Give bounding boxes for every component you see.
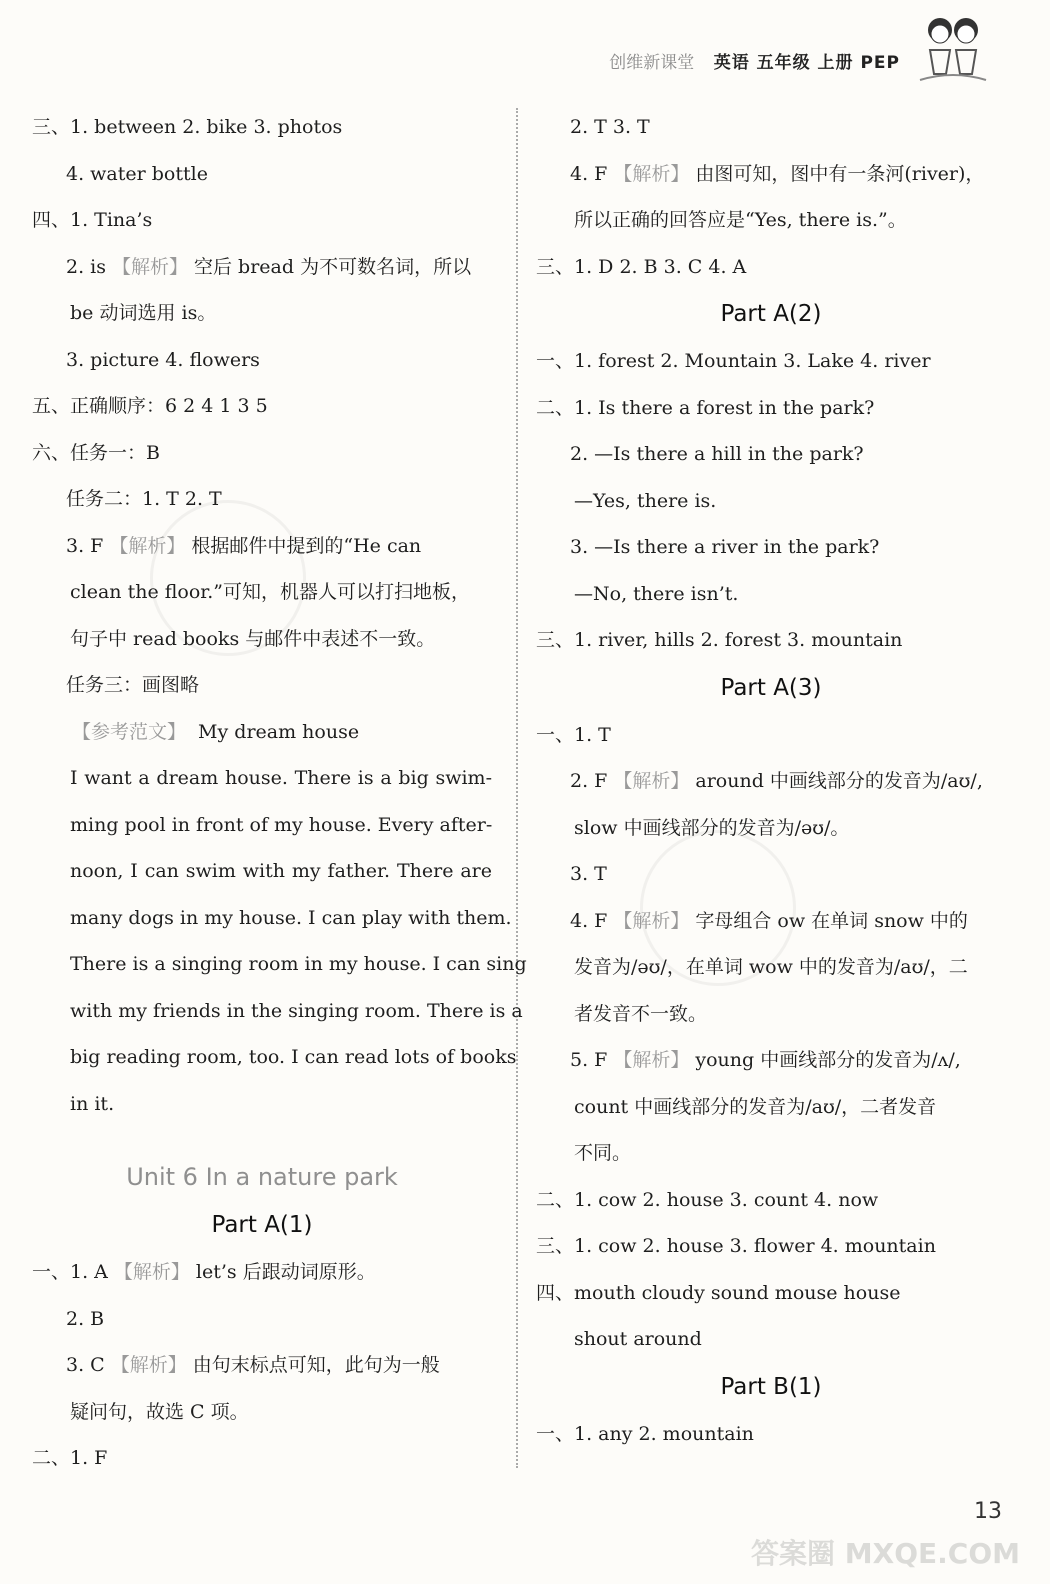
answer-text: 3. C: [66, 1354, 105, 1376]
answer-text: 五、正确顺序：6 2 4 1 3 5: [32, 395, 268, 417]
answer-text: 2. F: [570, 770, 608, 792]
answer-line: [32, 476, 492, 523]
answer-line: [32, 383, 492, 430]
answer-line: [32, 755, 492, 802]
answer-text: ming pool in front of my house. Every after-: [70, 813, 493, 836]
column-divider: [516, 108, 518, 1468]
answer-line: [536, 1411, 1006, 1458]
answer-line: [32, 941, 527, 988]
answer-line: [32, 802, 492, 849]
answer-text: 四、1. Tina’s: [32, 209, 153, 231]
answer-text: 4. F: [570, 162, 608, 185]
answer-line: [32, 569, 492, 616]
answer-text: 2. B: [66, 1307, 105, 1330]
answer-text: noon, I can swim with my father. There are: [70, 860, 492, 882]
answer-text: 三、1. river, hills 2. forest 3. mountain: [536, 629, 903, 651]
analysis-text: 由图可知，图中有一条河(river)，: [695, 162, 985, 185]
answer-line: [32, 988, 523, 1035]
answer-text: 二、1. Is there a forest in the park?: [536, 396, 875, 419]
spacer: [32, 1127, 492, 1147]
answer-text: 5. F: [570, 1049, 608, 1071]
answer-text: —No, there isn’t.: [574, 582, 739, 605]
answer-line: [536, 617, 1006, 664]
answer-line: [32, 104, 492, 151]
answer-line: [32, 523, 492, 570]
answer-line: [32, 290, 492, 337]
answer-text: There is a singing room in my house. I can sing: [70, 953, 527, 975]
right-column: [536, 104, 1006, 1457]
answer-line: [536, 524, 1006, 571]
unit-title: Unit 6 In a nature park: [126, 1163, 398, 1191]
analysis-tag: 【参考范文】: [72, 720, 187, 743]
answer-line: [536, 1223, 1006, 1270]
answer-text: 六、任务一：B: [32, 441, 160, 464]
answer-line: [536, 1130, 1006, 1177]
answer-line: [536, 898, 1006, 945]
answer-line: [536, 758, 1006, 805]
answer-text: —Yes, there is.: [574, 489, 717, 512]
answer-line: [536, 944, 1006, 991]
answer-text: 一、1. forest 2. Mountain 3. Lake 4. river: [536, 350, 931, 372]
answer-block: [536, 712, 1006, 1363]
answer-text: slow 中画线部分的发音为/əʊ/。: [574, 816, 850, 839]
answer-text: big reading room, too. I can read lots of books: [70, 1046, 517, 1068]
answer-line: [536, 1037, 1006, 1084]
answer-line: [536, 1084, 1006, 1131]
answer-line: [32, 1389, 492, 1436]
answer-text: 疑问句，故选 C 项。: [70, 1400, 249, 1423]
site-watermark: 答案圈 MXQE.COM: [751, 1537, 1020, 1570]
answer-line: [536, 712, 1006, 759]
answer-line: [536, 431, 1006, 478]
book-brand: 创维新课堂: [609, 53, 695, 73]
answer-line: [32, 337, 492, 384]
answer-text: 所以正确的回答应是“Yes, there is.”。: [574, 209, 907, 231]
answer-text: 不同。: [574, 1142, 632, 1164]
answer-line: [32, 616, 492, 663]
analysis-text: 空后 bread 为不可数名词，所以: [194, 255, 472, 278]
part-title: Part A(3): [720, 674, 822, 701]
answer-line: [536, 385, 1006, 432]
answer-line: [32, 1342, 492, 1389]
answer-line: [32, 1435, 492, 1482]
answer-line: [536, 197, 1006, 244]
answer-line: [536, 991, 1006, 1038]
answer-text: 4. water bottle: [66, 162, 208, 185]
answer-text: 者发音不一致。: [574, 1002, 708, 1025]
answer-text: 3. picture 4. flowers: [66, 348, 260, 371]
analysis-tag: 【解析】: [613, 770, 690, 792]
answer-line: [536, 1177, 1006, 1224]
answer-text: 2. —Is there a hill in the park?: [570, 443, 864, 465]
answer-text: 2. is: [66, 255, 106, 278]
answer-text: 3. T: [570, 863, 607, 885]
answer-text: in it.: [70, 1092, 115, 1115]
answer-block: [536, 104, 1006, 290]
part-title: Part B(1): [720, 1373, 822, 1400]
answer-text: shout around: [574, 1328, 702, 1350]
answer-text: 一、1. T: [536, 723, 611, 746]
answer-text: 任务三：画图略: [66, 674, 200, 696]
answer-text: 3. F: [66, 534, 104, 557]
answer-line: [32, 895, 512, 942]
part-title: Part A(2): [720, 301, 822, 327]
answer-text: 4. F: [570, 909, 608, 932]
answer-line: [32, 662, 492, 709]
answer-text: count 中画线部分的发音为/aʊ/，二者发音: [574, 1095, 937, 1118]
answer-line: [536, 104, 1006, 151]
analysis-tag: 【解析】: [109, 534, 186, 557]
analysis-tag: 【解析】: [112, 255, 189, 278]
answer-block: [536, 338, 1006, 664]
analysis-text: 由句末标点可知，此句为一般: [192, 1354, 440, 1376]
answer-text: 四、mouth cloudy sound mouse house: [536, 1281, 901, 1304]
answer-line: [536, 1316, 1006, 1363]
answer-block: [32, 1249, 492, 1482]
answer-text: 发音为/əʊ/，在单词 wow 中的发音为/aʊ/，二: [574, 956, 968, 978]
answer-line: [32, 709, 492, 756]
analysis-tag: 【解析】: [613, 909, 690, 932]
answer-line: [536, 478, 1006, 525]
answer-text: clean the floor.”可知，机器人可以打扫地板，: [70, 581, 471, 603]
answer-text: 三、1. D 2. B 3. C 4. A: [536, 255, 747, 278]
answer-text: 任务二：1. T 2. T: [66, 488, 222, 510]
answer-text: many dogs in my house. I can play with them.: [70, 906, 512, 929]
answer-text: 二、1. F: [32, 1447, 108, 1469]
answer-line: [536, 571, 1006, 618]
analysis-text: young 中画线部分的发音为/ʌ/,: [695, 1049, 961, 1071]
page-number: 13: [974, 1499, 1002, 1524]
answer-text: 句子中 read books 与邮件中表述不一致。: [70, 627, 436, 650]
answer-line: [536, 338, 1006, 385]
answer-text: 2. T 3. T: [570, 116, 650, 138]
answer-line: [536, 1270, 1006, 1317]
left-column: [32, 104, 527, 1482]
answer-line: [32, 848, 492, 895]
answer-line: [32, 1034, 517, 1081]
answer-text: be 动词选用 is。: [70, 302, 217, 324]
answer-text: 三、1. between 2. bike 3. photos: [32, 116, 343, 138]
analysis-tag: 【解析】: [110, 1354, 187, 1376]
analysis-text: 根据邮件中提到的“He can: [191, 534, 422, 557]
answer-line: [536, 244, 1006, 291]
answer-text: I want a dream house. There is a big swim-: [70, 767, 492, 789]
answer-text: 三、1. cow 2. house 3. flower 4. mountain: [536, 1235, 936, 1257]
answer-line: [32, 1296, 492, 1343]
answer-text: 二、1. cow 2. house 3. count 4. now: [536, 1188, 879, 1211]
analysis-tag: 【解析】: [613, 1049, 690, 1071]
answer-line: [536, 151, 1006, 198]
answer-line: [536, 805, 1006, 852]
answer-text: 3. —Is there a river in the park?: [570, 536, 880, 558]
analysis-text: My dream house: [192, 720, 360, 743]
analysis-tag: 【解析】: [613, 162, 690, 185]
answer-line: [32, 151, 492, 198]
answer-block: [32, 104, 527, 1127]
analysis-text: let’s 后跟动词原形。: [195, 1261, 376, 1283]
kids-mascot-icon: [916, 10, 990, 84]
answer-line: [536, 851, 1006, 898]
page-header: [609, 48, 900, 73]
answer-text: 一、1. A: [32, 1261, 108, 1283]
answer-line: [32, 244, 492, 291]
answer-line: [32, 1081, 492, 1128]
answer-text: 一、1. any 2. mountain: [536, 1422, 754, 1445]
analysis-tag: 【解析】: [113, 1261, 190, 1283]
analysis-text: 字母组合 ow 在单词 snow 中的: [695, 909, 968, 932]
book-meta: 英语 五年级 上册 PEP: [713, 53, 900, 73]
answer-line: [32, 197, 492, 244]
answer-text: with my friends in the singing room. There is a: [70, 999, 523, 1022]
answer-line: [32, 1249, 492, 1296]
analysis-text: around 中画线部分的发音为/aʊ/,: [695, 770, 983, 792]
part-title: Part A(1): [211, 1212, 313, 1238]
answer-block: [536, 1411, 1006, 1458]
answer-line: [32, 430, 492, 477]
